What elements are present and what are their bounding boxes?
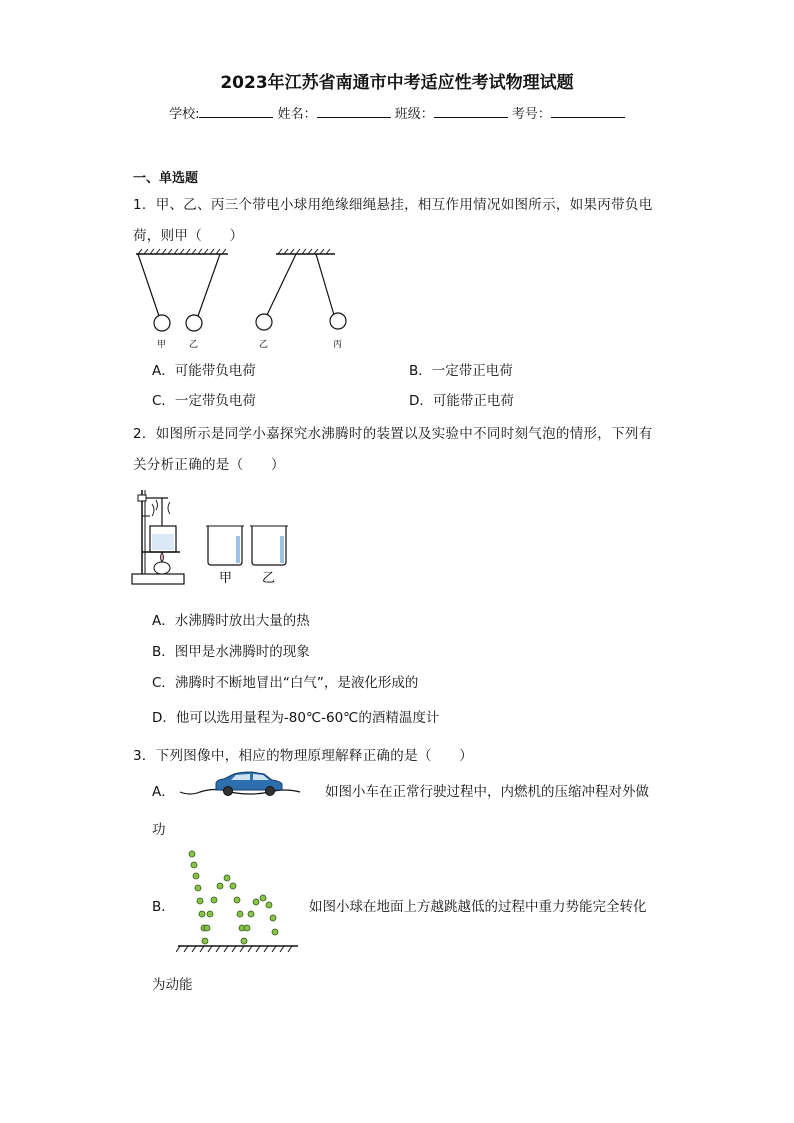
q1-stem-line1: 1．甲、乙、丙三个带电小球用绝缘细绳悬挂，相互作用情况如图所示，如果丙带负电 [133, 197, 653, 213]
q1-stem-line2: 荷，则甲（ ） [133, 228, 244, 244]
q3-option-a-label[interactable]: A． [152, 784, 175, 800]
q3-option-a-text1: 如图小车在正常行驶过程中，内燃机的压缩冲程对外做 [325, 784, 649, 800]
name-blank[interactable] [317, 105, 391, 118]
page-title: 2023年江苏省南通市中考适应性考试物理试题 [220, 73, 574, 93]
q3-option-b-label[interactable]: B． [152, 899, 175, 915]
class-label: 班级： [394, 107, 434, 122]
name-label: 姓名： [277, 107, 317, 122]
q1-label-yi-2: 乙 [259, 340, 269, 350]
q1-option-c[interactable]: C．一定带负电荷 [152, 393, 256, 409]
q1-label-jia: 甲 [157, 340, 167, 350]
school-blank[interactable] [199, 105, 273, 118]
school-label: 学校: [169, 107, 200, 122]
q2-option-c[interactable]: C．沸腾时不断地冒出“白气”，是液化形成的 [152, 675, 419, 691]
q1-label-yi-1: 乙 [189, 340, 199, 350]
q1-option-d[interactable]: D．可能带正电荷 [409, 393, 514, 409]
q1-option-b[interactable]: B．一定带正电荷 [409, 363, 513, 379]
q3-option-b-text2: 为动能 [152, 977, 193, 993]
car-icon [176, 770, 312, 802]
class-blank[interactable] [434, 105, 508, 118]
q2-boiling-figure [128, 486, 294, 590]
section-title: 一、单选题 [133, 171, 199, 186]
q3-option-b-text1: 如图小球在地面上方越跳越低的过程中重力势能完全转化 [309, 899, 647, 915]
q1-option-a[interactable]: A．可能带负电荷 [152, 363, 256, 379]
student-info-line [0, 103, 794, 122]
q2-option-b[interactable]: B．图甲是水沸腾时的现象 [152, 644, 310, 660]
id-label: 考号： [511, 107, 551, 122]
q2-stem-line2: 关分析正确的是（ ） [133, 457, 285, 473]
q2-label-yi: 乙 [262, 571, 276, 586]
q2-stem-line1: 2．如图所示是同学小嘉探究水沸腾时的装置以及实验中不同时刻气泡的情形，下列有 [133, 426, 653, 442]
q3-stem: 3．下列图像中，相应的物理原理解释正确的是（ ） [133, 748, 474, 764]
q1-pendulum-figure [130, 246, 360, 354]
id-blank[interactable] [551, 105, 625, 118]
bouncing-ball-icon [176, 848, 302, 958]
q2-label-jia: 甲 [219, 571, 233, 586]
q2-option-a[interactable]: A．水沸腾时放出大量的热 [152, 613, 310, 629]
q3-option-a-text2: 功 [152, 822, 166, 838]
q1-label-bing: 丙 [333, 340, 343, 350]
q2-option-d[interactable]: D．他可以选用量程为-80℃-60℃的酒精温度计 [152, 710, 440, 726]
